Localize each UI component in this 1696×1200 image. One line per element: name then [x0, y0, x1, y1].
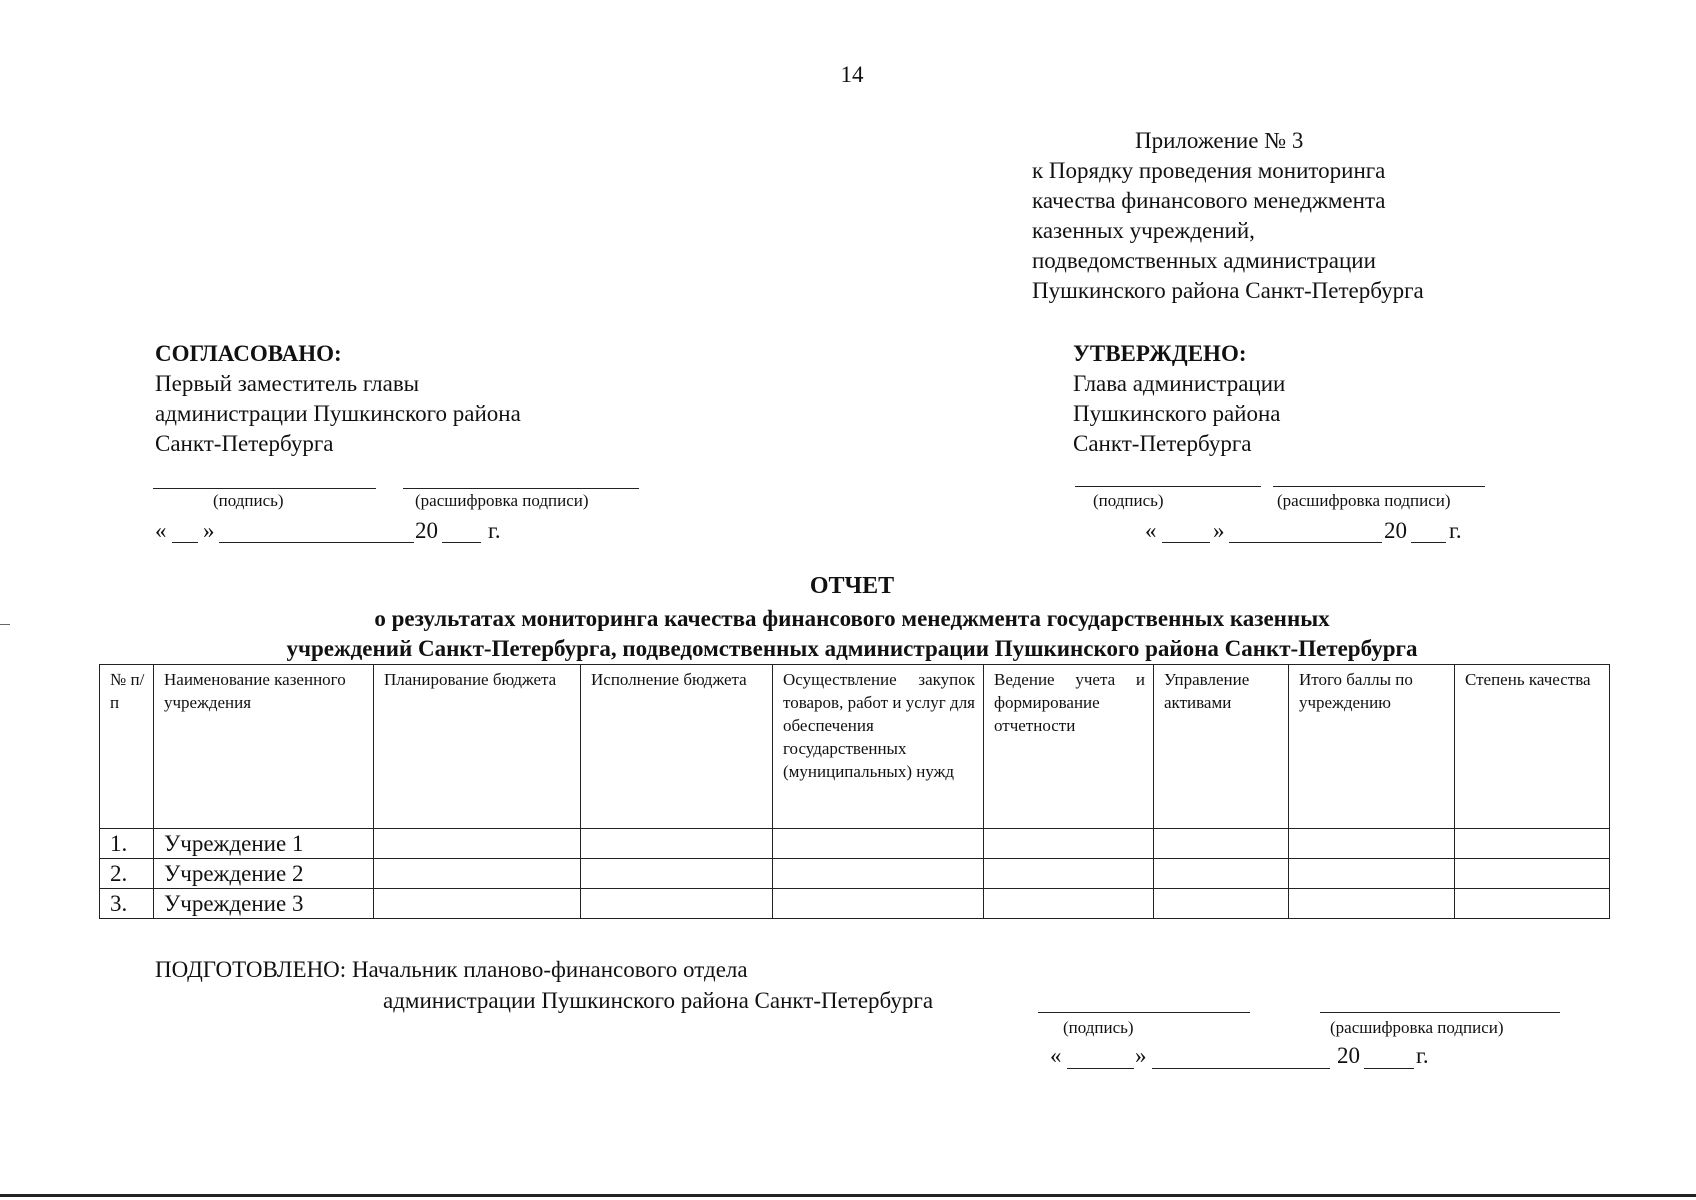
row-asset-management-cell [1154, 859, 1289, 889]
row-accounting-cell [984, 829, 1154, 859]
prepared-decode-caption: (расшифровка подписи) [1330, 1018, 1504, 1037]
header-accounting: Ведение учета и формирование отчетности [984, 665, 1154, 829]
prepared-date-open: « [1050, 1043, 1062, 1068]
row-budget-execution-cell [581, 889, 773, 919]
approved-day-blank [1162, 542, 1210, 543]
agreed-year-blank [442, 542, 481, 543]
report-table [99, 664, 1610, 919]
prepared-year-blank [1364, 1068, 1414, 1069]
header-quality-degree: Степень качества [1455, 665, 1610, 829]
agreed-line: Санкт-Петербурга [155, 431, 334, 456]
row-procurement-cell [773, 859, 984, 889]
prepared-position-line-2: администрации Пушкинского района Санкт-Петербурга [383, 988, 934, 1013]
row-institution-name: Учреждение 3 [154, 889, 374, 919]
prepared-decode-line [1320, 1012, 1560, 1013]
report-title: ОТЧЕТ [809, 573, 895, 599]
row-budget-planning-cell [374, 859, 581, 889]
row-total-score-cell [1289, 859, 1455, 889]
approved-date-open: « [1145, 518, 1157, 543]
header-procurement: Осуществление закупок товаров, работ и услуг для обеспечения государственных (муниципальных) нужд [773, 665, 984, 829]
report-subtitle-line-1: о результатах мониторинга качества финансового менеджмента государственных казенных [374, 606, 1330, 631]
agreed-date-close: » [203, 518, 215, 543]
row-budget-planning-cell [374, 829, 581, 859]
row-number: 2. [100, 859, 154, 889]
agreed-line: Первый заместитель главы [155, 371, 420, 396]
appendix-line: качества финансового менеджмента [1032, 188, 1386, 213]
header-asset-management: Управление активами [1154, 665, 1289, 829]
row-total-score-cell [1289, 889, 1455, 919]
row-accounting-cell [984, 889, 1154, 919]
row-total-score-cell [1289, 829, 1455, 859]
page-bottom-border [0, 1194, 1696, 1197]
prepared-day-blank [1067, 1068, 1134, 1069]
approved-line: Глава администрации [1073, 371, 1286, 396]
approved-date-close: » [1213, 518, 1225, 543]
approved-heading: УТВЕРЖДЕНО: [1073, 341, 1247, 366]
row-institution-name: Учреждение 1 [154, 829, 374, 859]
prepared-year: 20 [1337, 1043, 1360, 1068]
appendix-line: подведомственных администрации [1032, 248, 1376, 273]
row-asset-management-cell [1154, 829, 1289, 859]
agreed-month-blank [219, 542, 414, 543]
approved-signature-caption: (подпись) [1093, 491, 1164, 510]
row-asset-management-cell [1154, 889, 1289, 919]
table-row [100, 889, 1610, 919]
agreed-year: 20 [415, 518, 438, 543]
agreed-year-suffix: г. [488, 518, 501, 543]
page-number: 14 [840, 62, 864, 87]
row-budget-planning-cell [374, 889, 581, 919]
approved-line: Пушкинского района [1073, 401, 1281, 426]
agreed-date-open: « [155, 518, 167, 543]
agreed-heading: СОГЛАСОВАНО: [155, 341, 342, 366]
approved-block [1073, 339, 1593, 459]
approved-line: Санкт-Петербурга [1073, 431, 1252, 456]
header-institution-name: Наименование казенного учреждения [154, 665, 374, 829]
agreed-day-blank [172, 542, 198, 543]
row-procurement-cell [773, 829, 984, 859]
appendix-line: к Порядку проведения мониторинга [1032, 158, 1386, 183]
row-number: 1. [100, 829, 154, 859]
row-institution-name: Учреждение 2 [154, 859, 374, 889]
approved-signature-line [1075, 486, 1261, 487]
prepared-date-close: » [1135, 1043, 1147, 1068]
row-procurement-cell [773, 889, 984, 919]
prepared-label: ПОДГОТОВЛЕНО: [155, 957, 347, 982]
approved-year-suffix: г. [1449, 518, 1462, 543]
appendix-line: Пушкинского района Санкт-Петербурга [1032, 278, 1424, 303]
header-total-score: Итого баллы по учреждению [1289, 665, 1455, 829]
prepared-signature-caption: (подпись) [1063, 1018, 1134, 1037]
table-row [100, 829, 1610, 859]
header-number: № п/п [100, 665, 154, 829]
approved-decode-caption: (расшифровка подписи) [1277, 491, 1451, 510]
row-budget-execution-cell [581, 829, 773, 859]
prepared-signature-line [1038, 1012, 1250, 1013]
header-budget-execution: Исполнение бюджета [581, 665, 773, 829]
table-row [100, 859, 1610, 889]
header-budget-planning: Планирование бюджета [374, 665, 581, 829]
agreed-block [155, 339, 675, 459]
report-subtitle-line-2: учреждений Санкт-Петербурга, подведомственных администрации Пушкинского района Санкт-Петербурга [286, 636, 1418, 661]
row-quality-degree-cell [1455, 859, 1610, 889]
appendix-note [1032, 126, 1512, 306]
approved-year-blank [1411, 542, 1446, 543]
appendix-line: Приложение № 3 [1135, 128, 1304, 153]
agreed-decode-caption: (расшифровка подписи) [415, 491, 589, 510]
approved-year: 20 [1384, 518, 1407, 543]
agreed-signature-line [153, 488, 376, 489]
table-header-row [100, 665, 1610, 829]
agreed-signature-caption: (подпись) [213, 491, 284, 510]
row-budget-execution-cell [581, 859, 773, 889]
row-quality-degree-cell [1455, 829, 1610, 859]
approved-decode-line [1273, 486, 1485, 487]
agreed-decode-line [403, 488, 639, 489]
row-number: 3. [100, 889, 154, 919]
prepared-position: Начальник планово-финансового отдела [351, 957, 748, 982]
margin-mark [0, 624, 10, 625]
appendix-line: казенных учреждений, [1032, 218, 1255, 243]
prepared-month-blank [1152, 1068, 1330, 1069]
row-quality-degree-cell [1455, 889, 1610, 919]
row-accounting-cell [984, 859, 1154, 889]
agreed-line: администрации Пушкинского района [155, 401, 521, 426]
approved-month-blank [1229, 542, 1382, 543]
prepared-year-suffix: г. [1416, 1043, 1429, 1068]
prepared-line-1 [155, 957, 748, 983]
